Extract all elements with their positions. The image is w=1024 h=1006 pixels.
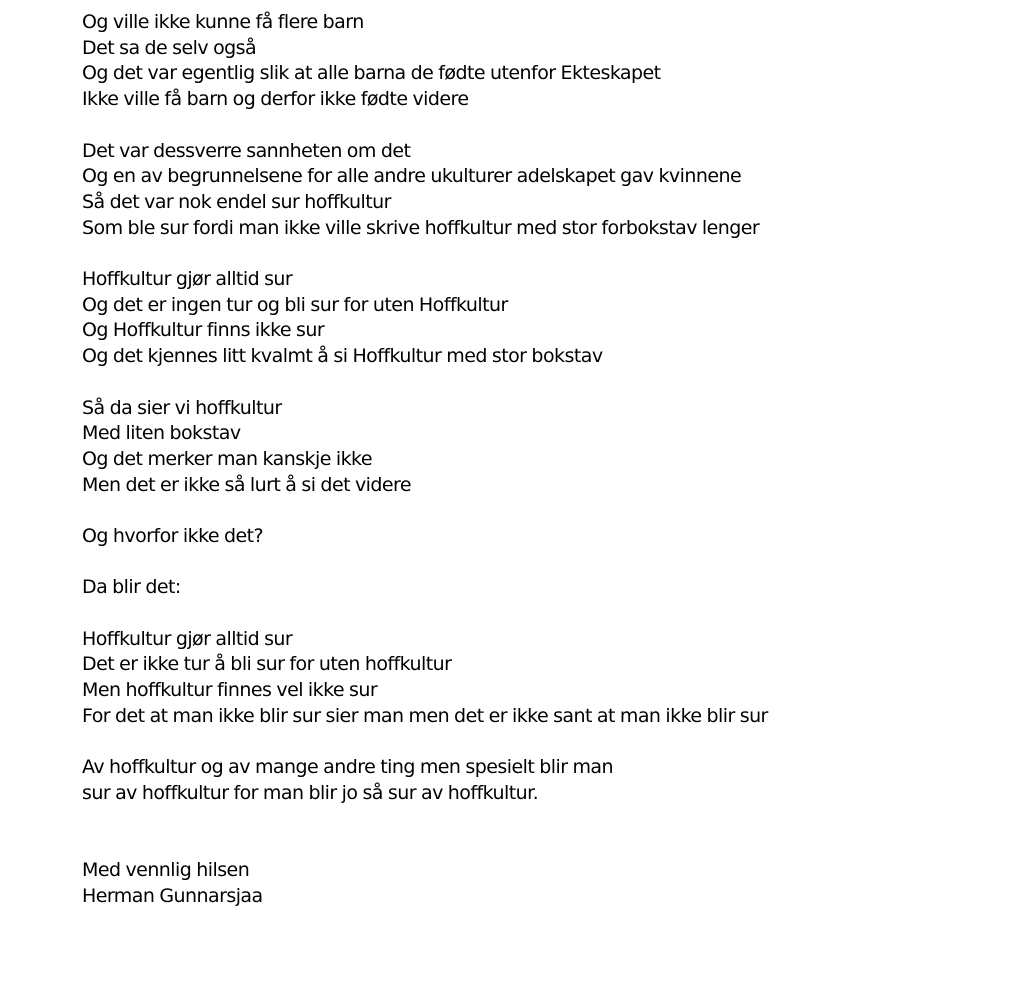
text-line: Og Hoffkultur finns ikke sur <box>82 319 325 342</box>
text-line: For det at man ikke blir sur sier man men det er ikke sant at man ikke blir sur <box>82 704 768 727</box>
text-line: Hoffkultur gjør alltid sur <box>82 627 293 650</box>
text-line: Og det er ingen tur og bli sur for uten Hoffkultur <box>82 293 508 316</box>
text-line: Men hoffkultur finnes vel ikke sur <box>82 679 378 702</box>
text-line: Og det merker man kanskje ikke <box>82 447 372 470</box>
stanza-2 <box>82 139 768 242</box>
stanza-1 <box>82 10 768 113</box>
text-line: Og en av begrunnelsene for alle andre ukulturer adelskapet gav kvinnene <box>82 165 742 188</box>
text-line: Med liten bokstav <box>82 422 241 445</box>
text-line: Det sa de selv også <box>82 36 257 59</box>
closing <box>82 858 768 909</box>
text-line: Da blir det: <box>82 576 181 599</box>
text-line: Og ville ikke kunne få flere barn <box>82 11 364 33</box>
text-line: Det er ikke tur å bli sur for uten hoffkultur <box>82 653 452 676</box>
text-line: Av hoffkultur og av mange andre ting men spesielt blir man <box>82 756 613 779</box>
signature-name: Herman Gunnarsjaa <box>82 884 263 907</box>
text-line: Som ble sur fordi man ikke ville skrive hoffkultur med stor forbokstav lenger <box>82 216 760 239</box>
stanza-5 <box>82 524 768 550</box>
text-line: Og hvorfor ikke det? <box>82 525 264 547</box>
stanza-4 <box>82 396 768 499</box>
text-line: Så det var nok endel sur hoffkultur <box>82 190 391 213</box>
stanza-7 <box>82 627 768 730</box>
text-line: sur av hoffkultur for man blir jo så sur av hoffkultur. <box>82 781 539 804</box>
text-line: Ikke ville få barn og derfor ikke fødte videre <box>82 88 469 111</box>
stanza-3 <box>82 267 768 370</box>
text-line: Men det er ikke så lurt å si det videre <box>82 473 412 496</box>
text-line: Hoffkultur gjør alltid sur <box>82 268 293 290</box>
text-line: Det var dessverre sannheten om det <box>82 139 411 162</box>
closing-greeting: Med vennlig hilsen <box>82 859 250 882</box>
document-body <box>82 10 768 935</box>
text-line: Så da sier vi hoffkultur <box>82 396 282 419</box>
stanza-8 <box>82 755 768 806</box>
text-line: Og det var egentlig slik at alle barna de fødte utenfor Ekteskapet <box>82 62 661 85</box>
stanza-6 <box>82 575 768 601</box>
text-line: Og det kjennes litt kvalmt å si Hoffkultur med stor bokstav <box>82 345 603 368</box>
